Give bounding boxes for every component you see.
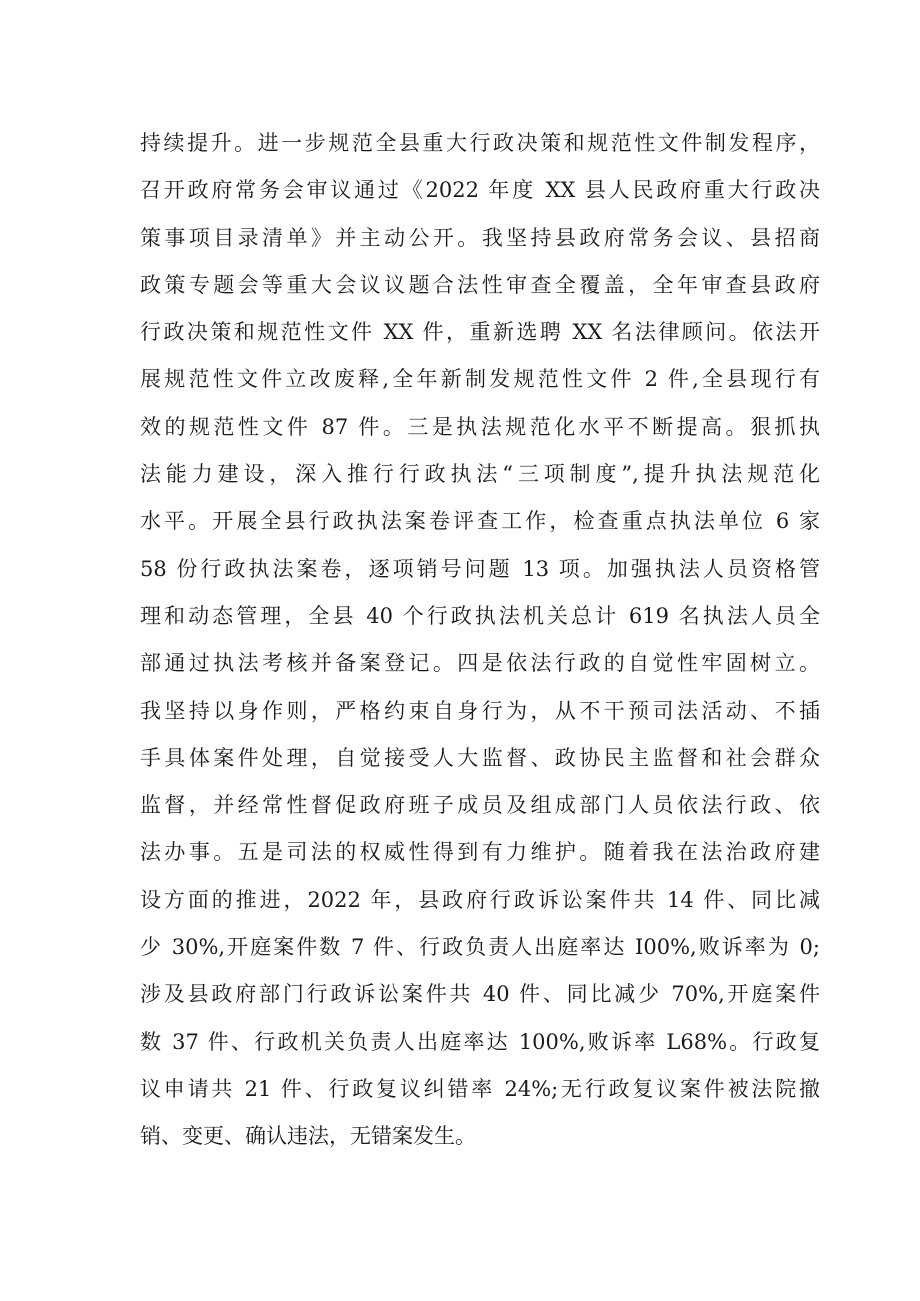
body-paragraph (140, 120, 820, 1161)
text-line: 效的规范性文件 87 件。三是执法规范化水平不断提高。狠抓执 (140, 414, 820, 439)
text-line: 策事项目录清单》并主动公开。我坚持县政府常务会议、县招商 (140, 225, 820, 250)
text-line: 展规范性文件立改废释,全年新制发规范性文件 2 件,全县现行有 (140, 367, 820, 392)
text-line: 法能力建设，深入推行行政执法“三项制度”,提升执法规范化 (140, 462, 820, 487)
text-line: 部通过执法考核并备案登记。四是依法行政的自觉性牢固树立。 (140, 651, 820, 676)
text-line: 政策专题会等重大会议议题合法性审查全覆盖，全年审查县政府 (140, 272, 820, 297)
text-line: 议申请共 21 件、行政复议纠错率 24%;无行政复议案件被法院撤 (140, 1076, 820, 1101)
text-line: 设方面的推进，2022 年，县政府行政诉讼案件共 14 件、同比减 (140, 887, 820, 912)
text-line: 理和动态管理，全县 40 个行政执法机关总计 619 名执法人员全 (140, 603, 820, 628)
text-line: 58 份行政执法案卷，逐项销号问题 13 项。加强执法人员资格管 (140, 556, 820, 581)
text-line: 手具体案件处理，自觉接受人大监督、政协民主监督和社会群众 (140, 745, 820, 770)
text-line: 销、变更、确认违法，无错案发生。 (140, 1124, 476, 1149)
text-line: 召开政府常务会审议通过《2022 年度 XX 县人民政府重大行政决 (140, 178, 820, 203)
text-line: 法办事。五是司法的权威性得到有力维护。随着我在法治政府建 (140, 840, 820, 865)
text-line: 涉及县政府部门行政诉讼案件共 40 件、同比减少 70%,开庭案件 (140, 982, 820, 1007)
text-line: 我坚持以身作则，严格约束自身行为，从不干预司法活动、不插 (140, 698, 820, 723)
text-line: 行政决策和规范性文件 XX 件，重新选聘 XX 名法律顾问。依法开 (140, 320, 820, 345)
text-line: 少 30%,开庭案件数 7 件、行政负责人出庭率达 I00%,败诉率为 0; (140, 935, 820, 960)
text-line: 持续提升。进一步规范全县重大行政决策和规范性文件制发程序， (140, 131, 820, 155)
text-line: 水平。开展全县行政执法案卷评查工作，检查重点执法单位 6 家 (140, 509, 820, 534)
text-line: 数 37 件、行政机关负责人出庭率达 100%,败诉率 L68%。行政复 (140, 1029, 820, 1054)
text-line: 监督，并经常性督促政府班子成员及组成部门人员依法行政、依 (140, 793, 820, 818)
